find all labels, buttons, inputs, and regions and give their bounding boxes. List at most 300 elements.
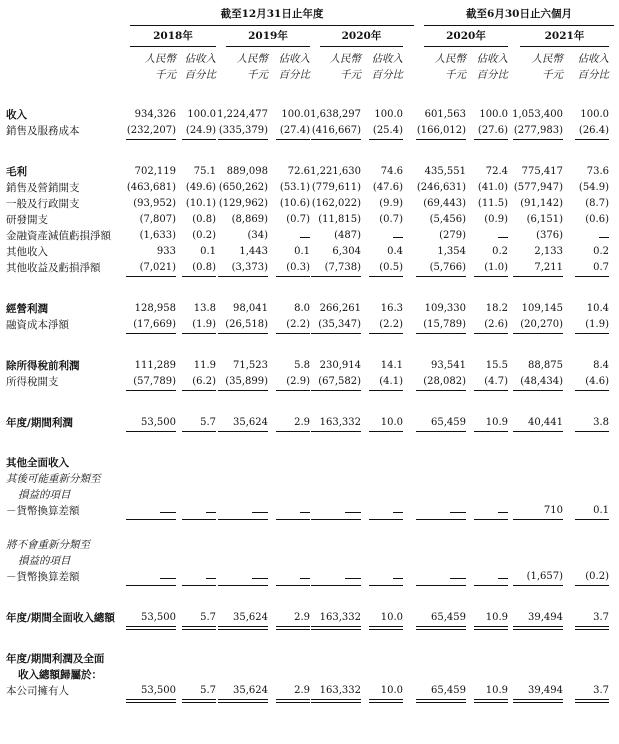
subtotal-underline xyxy=(218,519,268,520)
total-double-underline xyxy=(416,699,466,703)
amount-column-header: 人民幣 xyxy=(434,53,466,65)
subtotal-underline xyxy=(416,519,466,520)
row-label: 融資成本淨額 xyxy=(6,319,69,331)
percentage-column-header: 佔收入 xyxy=(371,53,403,65)
subtotal-underline xyxy=(513,333,563,334)
percentage-cell: 8.0 xyxy=(294,303,310,314)
row-label: 銷售及營銷開支 xyxy=(6,182,80,194)
subtotal-underline xyxy=(575,390,609,391)
subtotal-underline xyxy=(474,333,508,334)
row-label: 除所得稅前利潤 xyxy=(6,360,80,372)
subtotal-underline xyxy=(126,519,176,520)
amount-cell: 230,914 xyxy=(319,360,361,371)
amount-cell: 6,304 xyxy=(332,246,361,257)
row-label: 年度/期間利潤 xyxy=(6,417,73,429)
subtotal-underline xyxy=(474,519,508,520)
row-label: 研發開支 xyxy=(6,214,48,226)
period-group-rule xyxy=(130,25,414,26)
total-double-underline xyxy=(276,626,310,630)
amount-cell: (34) xyxy=(247,230,268,241)
percentage-cell: 100.0 xyxy=(187,109,216,120)
nil-dash xyxy=(393,578,403,579)
row-label: 收入 xyxy=(6,109,27,121)
amount-cell: 163,332 xyxy=(319,685,361,696)
year-header-rule xyxy=(130,46,216,47)
percentage-column-header: 百分比 xyxy=(278,69,310,81)
percentage-cell: 10.0 xyxy=(380,417,403,428)
amount-cell: 601,563 xyxy=(424,109,466,120)
subtotal-underline xyxy=(575,519,609,520)
row-label: 本公司擁有人 xyxy=(6,685,69,697)
subtotal-underline xyxy=(276,390,310,391)
total-double-underline xyxy=(474,626,508,630)
subtotal-underline xyxy=(218,431,268,432)
amount-cell: (5,456) xyxy=(429,214,466,225)
subtotal-underline xyxy=(182,333,216,334)
amount-cell: (1,657) xyxy=(526,571,563,582)
percentage-cell: 0.7 xyxy=(593,262,609,273)
percentage-cell: (0.2) xyxy=(192,230,216,241)
amount-cell: 88,875 xyxy=(528,360,563,371)
percentage-cell: (41.0) xyxy=(477,182,508,193)
amount-cell: (376) xyxy=(536,230,563,241)
subtotal-underline xyxy=(126,139,176,140)
amount-cell: (20,270) xyxy=(520,319,563,330)
percentage-cell: 2.9 xyxy=(294,417,310,428)
amount-cell: 702,119 xyxy=(134,166,176,177)
percentage-cell: 0.2 xyxy=(492,246,508,257)
percentage-cell: (53.1) xyxy=(279,182,310,193)
nil-dash xyxy=(450,512,466,513)
subtotal-underline xyxy=(513,431,563,432)
amount-cell: 65,459 xyxy=(431,612,466,623)
percentage-cell: 100.0 xyxy=(374,109,403,120)
amount-cell: 111,289 xyxy=(134,360,176,371)
percentage-cell: 3.7 xyxy=(593,612,609,623)
percentage-cell: 10.4 xyxy=(586,303,609,314)
percentage-cell: (6.2) xyxy=(192,376,216,387)
subtotal-underline xyxy=(513,390,563,391)
amount-cell: (246,631) xyxy=(416,182,466,193)
subtotal-underline xyxy=(276,276,310,277)
subtotal-underline xyxy=(182,585,216,586)
nil-dash xyxy=(300,512,310,513)
amount-cell: (17,669) xyxy=(133,319,176,330)
percentage-cell: 13.8 xyxy=(193,303,216,314)
row-label: 年度/期間全面收入總額 xyxy=(6,612,115,624)
amount-cell: (162,022) xyxy=(311,198,361,209)
subtotal-underline xyxy=(416,276,466,277)
percentage-column-header: 百分比 xyxy=(476,69,508,81)
amount-cell: 163,332 xyxy=(319,417,361,428)
subtotal-underline xyxy=(513,139,563,140)
amount-cell: (7,021) xyxy=(139,262,176,273)
percentage-cell: (0.2) xyxy=(585,571,609,582)
percentage-cell: 10.0 xyxy=(380,685,403,696)
amount-cell: (11,815) xyxy=(318,214,361,225)
subtotal-underline xyxy=(182,139,216,140)
subtotal-underline xyxy=(276,519,310,520)
total-double-underline xyxy=(513,626,563,630)
amount-cell: 53,500 xyxy=(141,612,176,623)
amount-cell: 1,053,400 xyxy=(512,109,563,120)
percentage-cell: 16.3 xyxy=(380,303,403,314)
amount-cell: (67,582) xyxy=(318,376,361,387)
total-double-underline xyxy=(369,699,403,703)
subtotal-underline xyxy=(369,333,403,334)
percentage-cell: 100.0 xyxy=(580,109,609,120)
percentage-cell: 2.9 xyxy=(294,685,310,696)
amount-column-header: 千元 xyxy=(542,69,563,81)
subtotal-underline xyxy=(513,276,563,277)
percentage-cell: 0.1 xyxy=(294,246,310,257)
subtotal-underline xyxy=(126,585,176,586)
amount-cell: (5,766) xyxy=(429,262,466,273)
subtotal-underline xyxy=(416,139,466,140)
subtotal-underline xyxy=(182,390,216,391)
amount-cell: 1,221,630 xyxy=(310,166,361,177)
subtotal-underline xyxy=(126,276,176,277)
amount-cell: (28,082) xyxy=(423,376,466,387)
amount-cell: (129,962) xyxy=(218,198,268,209)
percentage-cell: (1.9) xyxy=(585,319,609,330)
percentage-cell: 0.2 xyxy=(593,246,609,257)
amount-column-header: 千元 xyxy=(155,69,176,81)
subtotal-underline xyxy=(276,333,310,334)
percentage-cell: (0.6) xyxy=(585,214,609,225)
amount-cell: 2,133 xyxy=(534,246,563,257)
amount-cell: (7,738) xyxy=(324,262,361,273)
nil-dash xyxy=(450,578,466,579)
amount-cell: (48,434) xyxy=(520,376,563,387)
amount-cell: 1,638,297 xyxy=(310,109,361,120)
subtotal-underline xyxy=(474,585,508,586)
subtotal-underline xyxy=(416,390,466,391)
amount-cell: (35,899) xyxy=(225,376,268,387)
subtotal-underline xyxy=(416,585,466,586)
year-header: 2019年 xyxy=(248,30,288,42)
amount-cell: 1,443 xyxy=(239,246,268,257)
subtotal-underline xyxy=(575,585,609,586)
amount-cell: 435,551 xyxy=(424,166,466,177)
nil-dash xyxy=(160,512,176,513)
amount-cell: (487) xyxy=(334,230,361,241)
percentage-cell: 8.4 xyxy=(593,360,609,371)
percentage-cell: (2.9) xyxy=(286,376,310,387)
subtotal-underline xyxy=(126,333,176,334)
percentage-column-header: 百分比 xyxy=(371,69,403,81)
percentage-cell: 2.9 xyxy=(294,612,310,623)
row-label: 其後可能重新分類至 xyxy=(6,473,101,485)
row-label: 其他收益及虧損淨額 xyxy=(6,262,101,274)
year-header: 2020年 xyxy=(341,30,382,42)
subtotal-underline xyxy=(218,585,268,586)
nil-dash xyxy=(300,578,310,579)
total-double-underline xyxy=(126,626,176,630)
amount-cell: (232,207) xyxy=(126,125,176,136)
nil-dash xyxy=(345,578,361,579)
amount-cell: 933 xyxy=(156,246,176,257)
amount-cell: (1,633) xyxy=(139,230,176,241)
row-label: －貨幣換算差額 xyxy=(6,571,80,583)
total-double-underline xyxy=(218,699,268,703)
amount-column-header: 人民幣 xyxy=(329,53,361,65)
row-label: 一般及行政開支 xyxy=(6,198,80,210)
subtotal-underline xyxy=(218,139,268,140)
amount-cell: (93,952) xyxy=(133,198,176,209)
amount-cell: 7,211 xyxy=(534,262,563,273)
percentage-column-header: 百分比 xyxy=(184,69,216,81)
amount-cell: 39,494 xyxy=(528,685,563,696)
total-double-underline xyxy=(575,699,609,703)
percentage-cell: (25.4) xyxy=(372,125,403,136)
percentage-cell: (4.6) xyxy=(585,376,609,387)
amount-cell: (335,379) xyxy=(218,125,268,136)
subtotal-underline xyxy=(126,390,176,391)
subtotal-underline xyxy=(276,431,310,432)
row-label: 其他全面收入 xyxy=(6,457,69,469)
subtotal-underline xyxy=(575,431,609,432)
amount-cell: 53,500 xyxy=(141,417,176,428)
subtotal-underline xyxy=(311,390,361,391)
subtotal-underline xyxy=(218,390,268,391)
total-double-underline xyxy=(575,626,609,630)
row-label: 經營利潤 xyxy=(6,303,48,315)
nil-dash xyxy=(206,578,216,579)
percentage-cell: 0.1 xyxy=(200,246,216,257)
percentage-cell: (0.7) xyxy=(379,214,403,225)
amount-cell: (6,151) xyxy=(526,214,563,225)
percentage-cell: 74.6 xyxy=(380,166,403,177)
year-header-rule xyxy=(226,46,310,47)
row-label: 年度/期間利潤及全面 xyxy=(6,653,105,665)
percentage-cell: (27.6) xyxy=(477,125,508,136)
amount-cell: (91,142) xyxy=(520,198,563,209)
year-header-rule xyxy=(520,46,609,47)
percentage-cell: (24.9) xyxy=(185,125,216,136)
amount-cell: (416,667) xyxy=(311,125,361,136)
subtotal-underline xyxy=(369,519,403,520)
nil-dash xyxy=(252,512,268,513)
amount-cell: 775,417 xyxy=(521,166,563,177)
amount-cell: (8,869) xyxy=(231,214,268,225)
percentage-column-header: 佔收入 xyxy=(577,53,609,65)
amount-cell: (277,983) xyxy=(513,125,563,136)
percentage-cell: 100.0 xyxy=(281,109,310,120)
amount-cell: 35,624 xyxy=(233,417,268,428)
percentage-cell: 3.8 xyxy=(593,417,609,428)
subtotal-underline xyxy=(311,139,361,140)
amount-cell: (779,611) xyxy=(311,182,361,193)
subtotal-underline xyxy=(369,390,403,391)
percentage-cell: (4.7) xyxy=(484,376,508,387)
subtotal-underline xyxy=(311,333,361,334)
amount-cell: 109,330 xyxy=(424,303,466,314)
amount-cell: (57,789) xyxy=(133,376,176,387)
subtotal-underline xyxy=(311,276,361,277)
total-double-underline xyxy=(276,699,310,703)
percentage-cell: (47.6) xyxy=(372,182,403,193)
percentage-cell: 5.7 xyxy=(200,685,216,696)
percentage-column-header: 百分比 xyxy=(577,69,609,81)
amount-cell: 1,354 xyxy=(437,246,466,257)
nil-dash xyxy=(252,578,268,579)
percentage-cell: 73.6 xyxy=(586,166,609,177)
percentage-column-header: 佔收入 xyxy=(476,53,508,65)
subtotal-underline xyxy=(474,390,508,391)
subtotal-underline xyxy=(311,431,361,432)
percentage-cell: (0.8) xyxy=(192,214,216,225)
amount-cell: 35,624 xyxy=(233,685,268,696)
amount-cell: 39,494 xyxy=(528,612,563,623)
amount-cell: (577,947) xyxy=(513,182,563,193)
amount-column-header: 千元 xyxy=(340,69,361,81)
subtotal-underline xyxy=(218,276,268,277)
amount-cell: (463,681) xyxy=(126,182,176,193)
subtotal-underline xyxy=(575,139,609,140)
subtotal-underline xyxy=(369,431,403,432)
percentage-cell: 5.8 xyxy=(294,360,310,371)
nil-dash xyxy=(393,512,403,513)
subtotal-underline xyxy=(182,519,216,520)
period-group-header: 截至12月31日止年度 xyxy=(220,8,324,20)
year-header-rule xyxy=(320,46,403,47)
percentage-cell: 10.0 xyxy=(380,612,403,623)
percentage-cell: (54.9) xyxy=(578,182,609,193)
period-group-header: 截至6月30日止六個月 xyxy=(466,8,572,20)
amount-cell: (166,012) xyxy=(416,125,466,136)
subtotal-underline xyxy=(276,585,310,586)
amount-cell: (26,518) xyxy=(225,319,268,330)
percentage-cell: 5.7 xyxy=(200,612,216,623)
amount-cell: 35,624 xyxy=(233,612,268,623)
percentage-cell: (49.6) xyxy=(185,182,216,193)
year-header-rule xyxy=(424,46,508,47)
subtotal-underline xyxy=(369,139,403,140)
nil-dash xyxy=(160,578,176,579)
total-double-underline xyxy=(416,626,466,630)
amount-cell: 98,041 xyxy=(233,303,268,314)
total-double-underline xyxy=(218,626,268,630)
row-label: 收入總額歸屬於： xyxy=(18,669,102,681)
total-double-underline xyxy=(474,699,508,703)
percentage-cell: (10.6) xyxy=(279,198,310,209)
amount-cell: 710 xyxy=(543,505,563,516)
amount-cell: (69,443) xyxy=(423,198,466,209)
subtotal-underline xyxy=(474,431,508,432)
amount-cell: 128,958 xyxy=(134,303,176,314)
percentage-cell: 72.6 xyxy=(287,166,310,177)
percentage-cell: (0.9) xyxy=(484,214,508,225)
amount-cell: (279) xyxy=(439,230,466,241)
subtotal-underline xyxy=(369,276,403,277)
percentage-cell: (26.4) xyxy=(578,125,609,136)
nil-dash xyxy=(599,237,609,238)
subtotal-underline xyxy=(575,333,609,334)
percentage-cell: 0.4 xyxy=(387,246,403,257)
total-double-underline xyxy=(182,699,216,703)
total-double-underline xyxy=(311,626,361,630)
subtotal-underline xyxy=(311,519,361,520)
percentage-cell: 0.1 xyxy=(593,505,609,516)
nil-dash xyxy=(345,512,361,513)
percentage-cell: 11.9 xyxy=(193,360,216,371)
percentage-cell: (0.5) xyxy=(379,262,403,273)
percentage-cell: 14.1 xyxy=(380,360,403,371)
percentage-cell: (11.5) xyxy=(477,198,508,209)
period-group-rule xyxy=(424,25,614,26)
amount-column-header: 人民幣 xyxy=(236,53,268,65)
total-double-underline xyxy=(182,626,216,630)
subtotal-underline xyxy=(474,276,508,277)
amount-cell: 40,441 xyxy=(528,417,563,428)
amount-cell: (7,807) xyxy=(139,214,176,225)
percentage-cell: (2.6) xyxy=(484,319,508,330)
row-label: 損益的項目 xyxy=(18,489,71,501)
amount-cell: (35,347) xyxy=(318,319,361,330)
row-label: 所得稅開支 xyxy=(6,376,59,388)
percentage-column-header: 佔收入 xyxy=(184,53,216,65)
percentage-cell: 10.9 xyxy=(485,685,508,696)
row-label: 金融資產減值虧損淨額 xyxy=(6,230,111,242)
amount-cell: (650,262) xyxy=(218,182,268,193)
percentage-cell: (2.2) xyxy=(379,319,403,330)
percentage-cell: (10.1) xyxy=(185,198,216,209)
row-label: －貨幣換算差額 xyxy=(6,505,80,517)
percentage-column-header: 佔收入 xyxy=(278,53,310,65)
subtotal-underline xyxy=(575,276,609,277)
amount-column-header: 千元 xyxy=(247,69,268,81)
percentage-cell: 100.0 xyxy=(479,109,508,120)
amount-cell: 109,145 xyxy=(521,303,563,314)
percentage-cell: 18.2 xyxy=(485,303,508,314)
amount-cell: 65,459 xyxy=(431,685,466,696)
year-header: 2021年 xyxy=(544,30,585,42)
percentage-cell: (0.8) xyxy=(192,262,216,273)
amount-column-header: 人民幣 xyxy=(531,53,563,65)
amount-cell: 266,261 xyxy=(319,303,361,314)
percentage-cell: 10.9 xyxy=(485,417,508,428)
subtotal-underline xyxy=(182,276,216,277)
row-label: 其他收入 xyxy=(6,246,48,258)
percentage-cell: (27.4) xyxy=(279,125,310,136)
subtotal-underline xyxy=(182,431,216,432)
percentage-cell: 75.1 xyxy=(193,166,216,177)
percentage-cell: (0.7) xyxy=(286,214,310,225)
percentage-cell: (2.2) xyxy=(286,319,310,330)
subtotal-underline xyxy=(276,139,310,140)
amount-cell: 1,224,477 xyxy=(217,109,268,120)
amount-cell: 53,500 xyxy=(141,685,176,696)
percentage-cell: 72.4 xyxy=(485,166,508,177)
percentage-cell: (1.0) xyxy=(484,262,508,273)
percentage-cell: (4.1) xyxy=(379,376,403,387)
amount-cell: 71,523 xyxy=(233,360,268,371)
subtotal-underline xyxy=(513,585,563,586)
subtotal-underline xyxy=(218,333,268,334)
subtotal-underline xyxy=(416,333,466,334)
total-double-underline xyxy=(369,626,403,630)
percentage-cell: (0.3) xyxy=(286,262,310,273)
row-label: 將不會重新分類至 xyxy=(6,539,90,551)
percentage-cell: 15.5 xyxy=(485,360,508,371)
percentage-cell: 3.7 xyxy=(593,685,609,696)
percentage-cell: (8.7) xyxy=(585,198,609,209)
amount-cell: (15,789) xyxy=(423,319,466,330)
row-label: 損益的項目 xyxy=(18,555,71,567)
amount-cell: (3,373) xyxy=(231,262,268,273)
row-label: 銷售及服務成本 xyxy=(6,125,80,137)
